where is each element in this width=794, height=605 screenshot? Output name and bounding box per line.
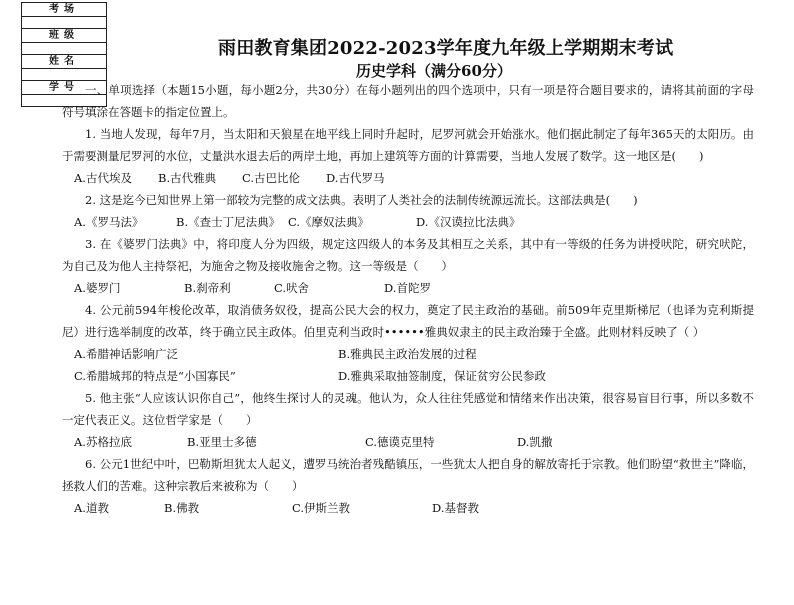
name-label: 姓名	[22, 55, 107, 69]
option-b[interactable]: B.雅典民主政治发展的过程	[338, 347, 477, 361]
option-c[interactable]: C.古巴比伦	[242, 171, 301, 185]
option-b[interactable]: B.佛教	[164, 501, 200, 515]
question-4-options-row-2	[62, 365, 754, 387]
option-b[interactable]: B.亚里士多德	[187, 435, 257, 449]
exam-content	[62, 79, 754, 519]
exam-room-field[interactable]	[22, 17, 107, 29]
student-id-label: 学号	[22, 81, 107, 95]
option-b[interactable]: B.《查士丁尼法典》	[176, 215, 281, 229]
option-d[interactable]: D.凯撒	[517, 435, 553, 449]
option-c[interactable]: C.伊斯兰教	[292, 501, 351, 515]
question-2-options	[62, 211, 754, 233]
option-a[interactable]: A.婆罗门	[74, 281, 121, 295]
question-4-stem: 4. 公元前594年梭伦改革，取消债务奴役，提高公民大会的权力，奠定了民主政治的基础。前509年克里斯梯尼（也译为克利斯提尼）进行选举制度的改革，终于确立民主政体。伯里克利当政时••••••雅典奴隶主的民主政治臻于全盛。此则材料反映了（ ）	[62, 303, 754, 339]
exam-title: 雨田教育集团2022-2023学年度九年级上学期期末考试	[218, 38, 674, 59]
question-3-stem: 3. 在《婆罗门法典》中，将印度人分为四级，规定这四级人的本务及其相互之关系，其中有一等级的任务为讲授吠陀，研究吠陀，为自己及为他人主持祭祀，为施舍之物及接收施舍之物。这一等级是（ ）	[62, 237, 754, 273]
option-c[interactable]: C.《摩奴法典》	[288, 215, 370, 229]
option-d[interactable]: D.《汉谟拉比法典》	[416, 215, 521, 229]
option-b[interactable]: B.刹帝利	[184, 281, 231, 295]
question-3-options	[62, 277, 754, 299]
question-4-options-row-1	[62, 343, 754, 365]
option-d[interactable]: D.首陀罗	[384, 281, 431, 295]
option-d[interactable]: D.古代罗马	[326, 171, 385, 185]
option-d[interactable]: D.基督教	[432, 501, 479, 515]
exam-room-label: 考场	[22, 3, 107, 17]
question-5-stem: 5. 他主张“人应该认识你自己”，他终生探讨人的灵魂。他认为，众人往往凭感觉和情绪来作出决策，很容易盲目行事，所以多数不一定代表正义。这位哲学家是（ ）	[62, 391, 754, 427]
option-c[interactable]: C.德谟克里特	[365, 435, 435, 449]
question-6-stem: 6. 公元1世纪中叶，巴勒斯坦犹太人起义，遭罗马统治者残酷镇压，一些犹太人把自身的解放寄托于宗教。他们盼望“救世主”降临，拯救人们的苦难。这种宗教后来被称为（ ）	[62, 457, 754, 493]
question-1-stem: 1. 当地人发现，每年7月，当太阳和天狼星在地平线上同时升起时，尼罗河就会开始涨水。他们据此制定了每年365天的太阳历。由于需要测量尼罗河的水位，丈量洪水退去后的两岸土地，再加上建筑等方面的计算需要，当地人发展了数学。这一地区是( )	[62, 127, 754, 163]
option-c[interactable]: C.吠舍	[274, 281, 310, 295]
option-a[interactable]: A.古代埃及	[74, 171, 132, 185]
option-a[interactable]: A.《罗马法》	[74, 215, 144, 229]
section-intro: 一、单项选择（本题15小题，每小题2分，共30分）在每小题列出的四个选项中，只有一项是符合题目要求的，请将其前面的字母符号填涂在答题卡的指定位置上。	[62, 83, 754, 119]
option-d[interactable]: D.雅典采取抽签制度，保证贫穷公民参政	[338, 369, 546, 383]
class-field[interactable]	[22, 43, 107, 55]
question-6-options	[62, 497, 754, 519]
option-a[interactable]: A.道教	[74, 501, 109, 515]
question-1-options	[62, 167, 754, 189]
class-label: 班级	[22, 29, 107, 43]
option-c[interactable]: C.希腊城邦的特点是“小国寡民”	[74, 369, 236, 383]
option-a[interactable]: A.希腊神话影响广泛	[74, 347, 178, 361]
exam-subtitle: 历史学科（满分60分）	[356, 62, 512, 80]
option-b[interactable]: B.古代雅典	[158, 171, 217, 185]
question-5-options	[62, 431, 754, 453]
question-2-stem: 2. 这是迄今已知世界上第一部较为完整的成文法典。表明了人类社会的法制传统源远流长。这部法典是( )	[85, 193, 638, 207]
option-a[interactable]: A.苏格拉底	[74, 435, 132, 449]
